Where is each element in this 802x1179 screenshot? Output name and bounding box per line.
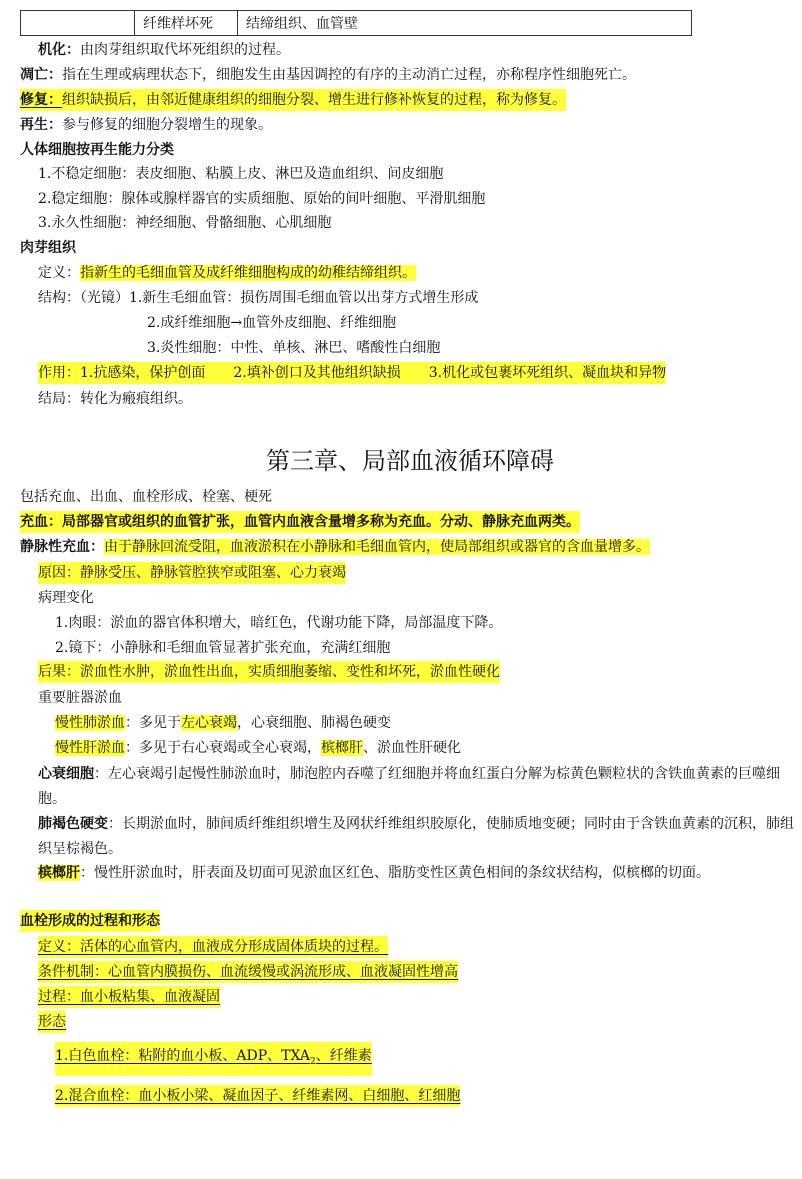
sub-heading: 重要脏器淤血	[38, 690, 122, 706]
term: 再生：	[20, 117, 62, 133]
necrosis-table	[20, 10, 692, 36]
term: 心衰细胞	[38, 766, 94, 782]
definition-brown-induration	[38, 812, 798, 862]
label: 定义：	[38, 265, 80, 281]
list-item: 2.镜下：小静脉和毛细血管显著扩张充血，充满红细胞	[55, 640, 391, 656]
list-item: 1.新生毛细血管：损伤周围毛细血管以出芽方式增生形成	[129, 290, 479, 306]
outcome-line: 结局：转化为瘢痕组织。	[38, 391, 192, 407]
text: ：多见于	[125, 715, 181, 731]
definition-text: 指在生理或病理状态下，细胞发生由基因调控的有序的主动消亡过程，亦称程序性细胞死亡。	[62, 67, 636, 83]
term: 机化：	[38, 42, 80, 58]
definition-venous	[20, 536, 650, 558]
term: 慢性肝淤血	[55, 740, 125, 756]
condition-line: 条件机制：心血管内膜损伤、血流缓慢或涡流形成、血液凝固性增高	[38, 961, 458, 983]
liver-congestion-line	[55, 737, 461, 759]
sub-heading: 形态	[38, 1011, 66, 1033]
process-line: 过程：血小板粘集、血液凝固	[38, 986, 220, 1008]
intro-line: 包括充血、出血、血栓形成、栓塞、梗死	[20, 489, 272, 505]
definition-text: ：长期淤血时，肺间质纤维组织增生及网状纤维组织胶原化，使肺质地变硬；同时由于含铁血黄素的沉积，肺组织呈棕褐色。	[38, 816, 794, 857]
table-cell	[21, 11, 135, 36]
highlight-text: 槟榔肝	[321, 740, 363, 756]
definition-line	[38, 262, 416, 284]
text: 、纤维素	[315, 1048, 372, 1064]
term: 肺褐色硬变	[38, 816, 108, 832]
section-heading: 血栓形成的过程和形态	[20, 910, 160, 932]
definition-line: 定义：活体的心血管内，血液成分形成固体质块的过程。	[38, 936, 388, 958]
term: 慢性肺淤血	[55, 715, 125, 731]
chapter-title: 第三章、局部血液循环障碍	[266, 447, 554, 475]
definition-diaowang	[20, 64, 636, 86]
function-line: 作用：1.抗感染，保护创面 2.填补创口及其他组织缺损 3.机化或包裹坏死组织、凝血块和异物	[38, 362, 666, 384]
definition-text: 指新生的毛细血管及成纤维细胞构成的幼稚结缔组织。	[80, 265, 416, 281]
list-item: 2.成纤维细胞→血管外皮细胞、纤维细胞	[147, 315, 397, 331]
list-item: 3.炎性细胞：中性、单核、淋巴、嗜酸性白细胞	[147, 340, 441, 356]
list-item: 1.不稳定细胞：表皮细胞、粘膜上皮、淋巴及造血组织、间皮细胞	[38, 166, 444, 182]
result-line: 后果：淤血性水肿，淤血性出血，实质细胞萎缩、变性和坏死，淤血性硬化	[38, 661, 500, 683]
definition-text: 参与修复的细胞分裂增生的现象。	[62, 117, 272, 133]
definition-text: 组织缺损后，由邻近健康组织的细胞分裂、增生进行修补恢复的过程，称为修复。	[62, 92, 566, 108]
definition-xiufu	[20, 89, 566, 111]
txa-label: TXA	[281, 1048, 311, 1064]
term: 修复：	[20, 92, 62, 108]
mixed-thrombus-line: 2.混合血栓：血小板小梁、凝血因子、纤维素网、白细胞、红细胞	[55, 1085, 460, 1107]
lung-congestion-line	[55, 712, 391, 734]
definition-text: 由肉芽组织取代坏死组织的过程。	[80, 42, 290, 58]
cause-line: 原因：静脉受压、静脉管腔狭窄或阻塞、心力衰竭	[38, 562, 346, 584]
sub-heading: 病理变化	[38, 590, 94, 606]
text: ：多见于右心衰竭或全心衰竭，	[125, 740, 321, 756]
section-heading: 人体细胞按再生能力分类	[20, 142, 174, 158]
definition-text: ：左心衰竭引起慢性肺淤血时，肺泡腔内吞噬了红细胞并将血红蛋白分解为棕黄色颗粒状的含铁血黄素的巨噬细胞。	[38, 766, 780, 807]
term: 静脉性充血：	[20, 539, 104, 555]
definition-nutmeg-liver	[38, 861, 798, 886]
highlight-text: 左心衰竭	[181, 715, 237, 731]
definition-text: 由于静脉回流受阻，血液淤积在小静脉和毛细血管内，使局部组织或器官的含血量增多。	[104, 539, 650, 555]
text: 1.白色血栓：粘附的血小板、ADP、	[55, 1048, 282, 1064]
label: 结构：（光镜）	[38, 290, 129, 306]
list-item: 1.肉眼：淤血的器官体积增大，暗红色，代谢功能下降，局部温度下降。	[55, 615, 503, 631]
list-item: 2.稳定细胞：腺体或腺样器官的实质细胞、原始的间叶细胞、平滑肌细胞	[38, 191, 486, 207]
subscript: 2	[310, 1056, 316, 1067]
text: 、淤血性肝硬化	[363, 740, 461, 756]
text: ，心衰细胞、肺褐色硬变	[237, 715, 391, 731]
table-row	[21, 11, 692, 36]
definition-zaisheng	[20, 114, 272, 136]
table-cell: 结缔组织、血管壁	[238, 11, 692, 36]
definition-chongxue: 充血：局部器官或组织的血管扩张，血管内血液含量增多称为充血。分动、静脉充血两类。	[20, 511, 580, 533]
definition-heart-failure-cell	[38, 762, 798, 812]
term: 槟榔肝	[38, 865, 80, 881]
section-heading: 肉芽组织	[20, 240, 76, 256]
white-thrombus-line	[55, 1042, 372, 1076]
term: 凋亡：	[20, 67, 62, 83]
definition-jihua	[38, 39, 290, 61]
list-item: 3.永久性细胞：神经细胞、骨骼细胞、心肌细胞	[38, 215, 332, 231]
structure-line	[38, 287, 478, 309]
definition-text: ：慢性肝淤血时，肝表面及切面可见淤血区红色、脂肪变性区黄色相间的条纹状结构，似槟榔的切面。	[80, 865, 710, 881]
table-cell: 纤维样坏死	[135, 11, 238, 36]
